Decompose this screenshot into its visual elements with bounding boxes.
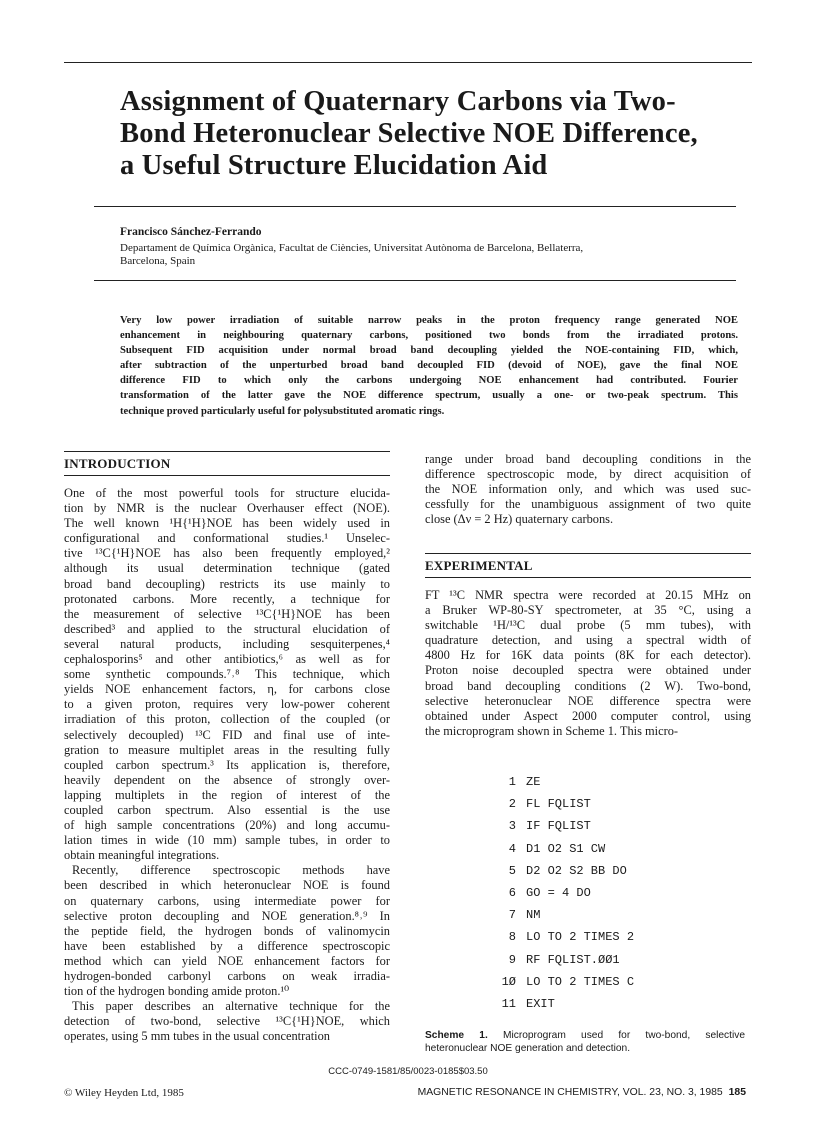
abstract-line: Subsequent FID acquisition under normal broad band decoupling yielded the NOE-containing FID, which,	[120, 345, 738, 357]
text-line: tive ¹³C{¹H}NOE has also been frequently employed,²	[64, 546, 390, 561]
program-instruction: RF FQLIST.ØØ1	[526, 952, 620, 967]
text-line: switchable ¹H/¹³C dual probe (5 mm tubes), with	[425, 618, 751, 633]
program-line	[490, 908, 750, 930]
caption-text: Microprogram used for two-bond, selective	[487, 1030, 745, 1041]
program-instruction: EXIT	[526, 996, 555, 1011]
caption-text: heteronuclear NOE generation and detection.	[425, 1042, 631, 1054]
experimental-body	[425, 588, 751, 739]
program-instruction: LO TO 2 TIMES C	[526, 974, 635, 989]
text-line: tion of the hydrogen bonding amide proton.¹⁰	[64, 984, 290, 999]
abstract-line: technique proved particularly useful for polysubstituted aromatic rings.	[120, 405, 445, 417]
author-rule	[94, 280, 736, 281]
program-line	[490, 953, 750, 975]
abstract-line: transformation of the latter gave the NOE difference spectrum, usually a one- or two-peak spectrum. This	[120, 390, 738, 402]
experimental-heading: EXPERIMENTAL	[425, 558, 533, 573]
caption-label: Scheme 1.	[425, 1030, 488, 1041]
article-code: CCC-0749-1581/85/0023-0185$03.50	[328, 1066, 488, 1077]
program-line-number: 3	[508, 819, 516, 834]
journal-footer	[418, 1087, 746, 1098]
program-instruction: IF FQLIST	[526, 819, 591, 834]
text-line: One of the most powerful tools for structure elucida-	[64, 486, 390, 500]
text-line: selectively decoupled) ¹³C FID and final use of inte-	[64, 727, 390, 742]
program-line	[490, 864, 750, 886]
right-column-text	[425, 452, 751, 527]
program-line-number: 4	[508, 841, 516, 856]
text-line: detection of two-bond, selective ¹³C{¹H}NOE, which	[64, 1014, 390, 1029]
program-line-number: 7	[508, 908, 516, 923]
text-line: tion by NMR is the nuclear Overhauser effect (NOE).	[64, 501, 390, 516]
intro-top-rule	[64, 451, 390, 452]
text-line: yields NOE enhancement factors, η, for carbons close	[64, 682, 390, 697]
text-line: The well known ¹H{¹H}NOE has been widely used in	[64, 516, 390, 531]
microprogram-listing	[490, 775, 750, 1019]
text-line: coupled carbon spectrum. Also essential is the use	[64, 802, 390, 817]
program-line-number: 9	[508, 952, 516, 967]
program-line-number: 5	[508, 863, 516, 878]
top-rule	[64, 62, 752, 63]
title-rule	[94, 206, 736, 207]
text-line: heavily dependent on the absence of strongly over-	[64, 772, 390, 787]
author-block	[120, 226, 740, 268]
text-line: quadrature detection, and using a spectral width of	[425, 633, 751, 648]
abstract-line: Very low power irradiation of suitable narrow peaks in the proton frequency range generated NOE	[120, 315, 738, 326]
text-line: FT ¹³C NMR spectra were recorded at 20.15 MHz on	[425, 588, 751, 602]
text-line: cephalosporins⁵ and other antibiotics,⁶ as well as for	[64, 652, 390, 667]
text-line: the microprogram shown in Scheme 1. This micro-	[425, 723, 679, 738]
program-instruction: D2 O2 S2 BB DO	[526, 863, 627, 878]
text-line: although its usual determination technique (gated	[64, 561, 390, 576]
affiliation-line: Barcelona, Spain	[120, 255, 196, 267]
text-line: gration to measure multiplet areas in the resulting fully	[64, 742, 390, 757]
text-line: obtained under Aspect 2000 computer control, using	[425, 708, 751, 723]
program-line	[490, 797, 750, 819]
program-instruction: FL FQLIST	[526, 797, 591, 812]
program-line-number: 1	[508, 775, 516, 789]
program-line-number: 1Ø	[501, 974, 516, 989]
program-instruction: D1 O2 S1 CW	[526, 841, 606, 856]
text-line: selective heteronuclear NOE difference spectra were	[425, 693, 751, 708]
title-line: Assignment of Quaternary Carbons via Two-	[120, 86, 676, 117]
text-line: Proton noise decoupled spectra were obtained under	[425, 663, 751, 678]
program-line-number: 6	[508, 885, 516, 900]
program-instruction: GO = 4 DO	[526, 885, 591, 900]
text-line: been described in which heteronuclear NOE is found	[64, 878, 390, 893]
text-line: to a given proton, requires very low-power coherent	[64, 697, 390, 712]
text-line: the NOE information only, and which was used suc-	[425, 482, 751, 497]
text-line: obtain meaningful integrations.	[64, 848, 220, 863]
text-line: broad band decoupling) restricts its use mainly to	[64, 576, 390, 591]
journal-citation: MAGNETIC RESONANCE IN CHEMISTRY, VOL. 23, NO. 3, 1985	[417, 1087, 723, 1098]
program-instruction: ZE	[526, 775, 541, 789]
affiliation	[120, 242, 740, 268]
text-line: a Bruker WP-80-SY spectrometer, at 35 °C, using a	[425, 603, 751, 618]
text-line: cessfully for the unambiguous assignment of two quite	[425, 497, 751, 512]
intro-bottom-rule	[64, 475, 390, 476]
program-instruction: LO TO 2 TIMES 2	[526, 930, 635, 945]
text-line: method which can yield NOE enhancement factors for	[64, 953, 390, 968]
author-name: Francisco Sánchez-Ferrando	[120, 226, 262, 238]
program-line	[490, 775, 750, 797]
text-line: configurational and conformational studies.¹ Unselec-	[64, 531, 390, 546]
text-line: the peptide field, the hydrogen bonds of valinomycin	[64, 923, 390, 938]
scheme-caption	[425, 1030, 745, 1055]
text-line: difference spectroscopic mode, by direct acquisition of	[425, 467, 751, 482]
page-number: 185	[728, 1087, 746, 1098]
program-line-number: 8	[508, 930, 516, 945]
title-line: a Useful Structure Elucidation Aid	[120, 150, 548, 181]
text-line: Recently, difference spectroscopic methods have	[72, 863, 390, 878]
text-line: protonated carbons. More recently, a technique for	[64, 591, 390, 606]
abstract-line: enhancement in neighbouring quaternary carbons, positioned two bonds from the irradiated protons.	[120, 330, 738, 342]
text-line: close (Δν = 2 Hz) quaternary carbons.	[425, 512, 614, 527]
text-line: lapping multiplets in the region of interest of the	[64, 787, 390, 802]
exp-top-rule	[425, 553, 751, 554]
program-line-number: 2	[508, 797, 516, 812]
article-title	[120, 86, 740, 182]
text-line: some synthetic compounds.⁷˒⁸ This technique, which	[64, 667, 390, 682]
introduction-body	[64, 486, 390, 1044]
text-line: several natural products, including sesquiterpenes,⁴	[64, 636, 390, 651]
copyright: © Wiley Heyden Ltd, 1985	[64, 1087, 184, 1099]
text-line: coupled carbon spectrum.³ Its application is, therefore,	[64, 757, 390, 772]
abstract	[120, 313, 738, 419]
program-line	[490, 886, 750, 908]
text-line: broad band decoupling conditions (2 W). Two-bond,	[425, 678, 751, 693]
affiliation-line: Departament de Química Orgànica, Facultat de Ciències, Universitat Autònoma de Barcelona, Bellaterra,	[120, 242, 584, 254]
text-line: the measurement of selective ¹³C{¹H}NOE has been	[64, 606, 390, 621]
program-instruction: NM	[526, 908, 541, 923]
program-line	[490, 997, 750, 1019]
text-line: 4800 Hz for 16K data points (8K for each detector).	[425, 648, 751, 663]
text-line: range under broad band decoupling conditions in the	[425, 452, 751, 466]
text-line: irradiation of this proton, collection of the coupled (or	[64, 712, 390, 727]
text-line: selective proton decoupling and NOE generation.⁸˒⁹ In	[64, 908, 390, 923]
title-line: Bond Heteronuclear Selective NOE Difference,	[120, 118, 698, 149]
text-line: on quaternary carbons, using intermediate power for	[64, 893, 390, 908]
abstract-line: difference FID to which only the carbons undergoing NOE enhancement had contributed. Fourier	[120, 375, 738, 387]
program-line	[490, 842, 750, 864]
text-line: of high sample concentrations (20%) and long accumu-	[64, 818, 390, 833]
program-line	[490, 930, 750, 952]
program-line	[490, 975, 750, 997]
abstract-line: after subtraction of the unperturbed broad band decoupled FID (devoid of NOE), gave the final NOE	[120, 360, 738, 372]
exp-bottom-rule	[425, 577, 751, 578]
introduction-heading: INTRODUCTION	[64, 456, 171, 471]
program-line-number: 11	[501, 996, 516, 1011]
text-line: operates, using 5 mm tubes in the usual concentration	[64, 1029, 330, 1044]
text-line: have been established by a difference spectroscopic	[64, 938, 390, 953]
text-line: This paper describes an alternative technique for the	[72, 999, 390, 1014]
text-line: hydrogen-bonded carbonyl carbons on weak irradia-	[64, 969, 390, 983]
program-line	[490, 819, 750, 841]
text-line: described³ and applied to the structural elucidation of	[64, 621, 390, 636]
text-line: lation times in wide (10 mm) sample tubes, in order to	[64, 833, 390, 848]
